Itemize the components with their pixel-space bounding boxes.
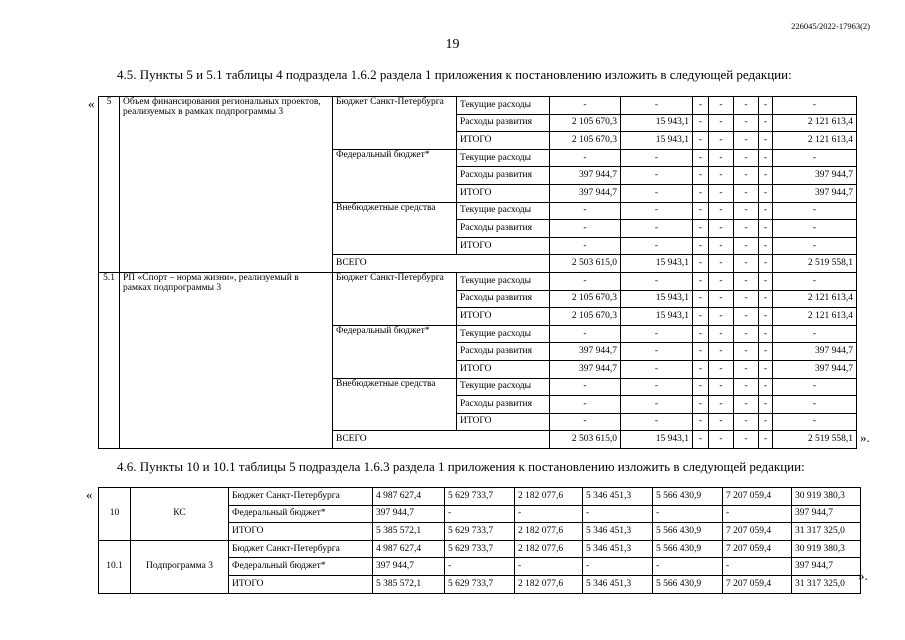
value-cell: - — [759, 184, 773, 202]
value-cell: 5 629 733,7 — [445, 575, 515, 593]
value-cell: - — [709, 308, 734, 326]
value-cell: 2 105 670,3 — [550, 308, 621, 326]
value-cell: - — [693, 290, 709, 308]
value-cell: - — [621, 413, 693, 431]
expense-type: Текущие расходы — [457, 149, 550, 167]
table-row — [99, 540, 861, 558]
value-cell: - — [759, 308, 773, 326]
value-cell: - — [621, 167, 693, 185]
value-cell: 5 385 572,1 — [373, 523, 445, 541]
value-cell: 2 105 670,3 — [550, 290, 621, 308]
value-cell: - — [621, 360, 693, 378]
value-cell: 2 182 077,6 — [515, 540, 583, 558]
value-cell: 30 919 380,3 — [792, 540, 861, 558]
quote-open-2: « — [86, 487, 93, 502]
value-cell: 5 346 451,3 — [583, 540, 653, 558]
value-cell: 397 944,7 — [773, 184, 857, 202]
value-cell: - — [709, 272, 734, 290]
value-cell: - — [621, 325, 693, 343]
value-cell: 2 182 077,6 — [515, 575, 583, 593]
value-cell: - — [773, 220, 857, 238]
value-cell: - — [445, 505, 515, 523]
value-cell: - — [734, 184, 759, 202]
quote-open: « — [88, 96, 95, 111]
value-cell: - — [653, 505, 723, 523]
value-cell: - — [759, 97, 773, 115]
value-cell: - — [709, 202, 734, 220]
value-cell: - — [621, 237, 693, 255]
value-cell: - — [621, 343, 693, 361]
value-cell: - — [773, 202, 857, 220]
funding-source: Бюджет Санкт-Петербурга — [333, 97, 457, 150]
value-cell: - — [759, 272, 773, 290]
value-cell: 5 346 451,3 — [583, 488, 653, 506]
value-cell: - — [723, 505, 792, 523]
value-cell: - — [693, 413, 709, 431]
value-cell: - — [773, 413, 857, 431]
item-number: 5 — [99, 97, 120, 273]
value-cell: - — [709, 360, 734, 378]
document-number: 226045/2022-17963(2) — [791, 21, 870, 31]
value-cell: - — [550, 220, 621, 238]
value-cell: - — [621, 149, 693, 167]
value-cell: - — [709, 325, 734, 343]
value-cell: - — [734, 325, 759, 343]
total-value: - — [734, 431, 759, 449]
value-cell: - — [693, 325, 709, 343]
total-value: - — [693, 255, 709, 273]
expense-type: ИТОГО — [457, 132, 550, 150]
total-value: 2 503 615,0 — [550, 255, 621, 273]
total-value: - — [709, 255, 734, 273]
value-cell: - — [693, 272, 709, 290]
funding-source: Федеральный бюджет* — [229, 558, 373, 576]
value-cell: 7 207 059,4 — [723, 488, 792, 506]
expense-type: Расходы развития — [457, 220, 550, 238]
value-cell: - — [734, 132, 759, 150]
value-cell: 5 629 733,7 — [445, 523, 515, 541]
expense-type: Текущие расходы — [457, 202, 550, 220]
value-cell: 397 944,7 — [773, 360, 857, 378]
value-cell: - — [734, 413, 759, 431]
value-cell: 2 182 077,6 — [515, 488, 583, 506]
table-row — [99, 488, 861, 506]
value-cell: - — [693, 396, 709, 414]
value-cell: - — [734, 202, 759, 220]
value-cell: - — [773, 272, 857, 290]
value-cell: - — [759, 290, 773, 308]
value-cell: - — [621, 396, 693, 414]
value-cell: 15 943,1 — [621, 114, 693, 132]
value-cell: 5 629 733,7 — [445, 540, 515, 558]
value-cell: 397 944,7 — [773, 343, 857, 361]
expense-type: ИТОГО — [457, 184, 550, 202]
value-cell: - — [550, 97, 621, 115]
value-cell: 2 105 670,3 — [550, 132, 621, 150]
value-cell: - — [773, 149, 857, 167]
page-number: 19 — [445, 37, 460, 52]
funding-source: Федеральный бюджет* — [333, 325, 457, 378]
value-cell: 2 121 613,4 — [773, 290, 857, 308]
value-cell: - — [734, 114, 759, 132]
value-cell: - — [693, 343, 709, 361]
value-cell: 397 944,7 — [550, 360, 621, 378]
expense-type: Расходы развития — [457, 290, 550, 308]
total-value: - — [759, 431, 773, 449]
value-cell: - — [709, 343, 734, 361]
item-name: РП «Спорт – норма жизни», реализуемый в рамках подпрограммы 3 — [120, 272, 333, 448]
value-cell: - — [709, 97, 734, 115]
value-cell: - — [759, 149, 773, 167]
value-cell: - — [709, 184, 734, 202]
value-cell: - — [709, 290, 734, 308]
value-cell: 397 944,7 — [550, 343, 621, 361]
value-cell: - — [734, 97, 759, 115]
value-cell: - — [515, 558, 583, 576]
value-cell: 5 566 430,9 — [653, 488, 723, 506]
value-cell: 397 944,7 — [373, 505, 445, 523]
value-cell: - — [734, 220, 759, 238]
value-cell: 31 317 325,0 — [792, 575, 861, 593]
value-cell: 2 182 077,6 — [515, 523, 583, 541]
funding-source: Федеральный бюджет* — [229, 505, 373, 523]
value-cell: 397 944,7 — [773, 167, 857, 185]
expense-type: ИТОГО — [457, 237, 550, 255]
value-cell: - — [723, 558, 792, 576]
expense-type: Текущие расходы — [457, 378, 550, 396]
value-cell: - — [759, 220, 773, 238]
value-cell: - — [621, 184, 693, 202]
value-cell: 15 943,1 — [621, 308, 693, 326]
value-cell: - — [734, 378, 759, 396]
value-cell: - — [734, 360, 759, 378]
value-cell: - — [759, 413, 773, 431]
total-value: 2 503 615,0 — [550, 431, 621, 449]
item-number: 10.1 — [99, 540, 131, 593]
value-cell: 30 919 380,3 — [792, 488, 861, 506]
value-cell: 2 105 670,3 — [550, 114, 621, 132]
value-cell: - — [693, 114, 709, 132]
value-cell: - — [709, 378, 734, 396]
value-cell: 397 944,7 — [792, 558, 861, 576]
funding-source: Бюджет Санкт-Петербурга — [229, 540, 373, 558]
value-cell: - — [734, 167, 759, 185]
value-cell: 5 385 572,1 — [373, 575, 445, 593]
value-cell: - — [693, 132, 709, 150]
expense-type: Расходы развития — [457, 396, 550, 414]
funding-source: Внебюджетные средства — [333, 202, 457, 255]
value-cell: 5 566 430,9 — [653, 540, 723, 558]
expense-type: ИТОГО — [457, 308, 550, 326]
expense-type: Текущие расходы — [457, 325, 550, 343]
value-cell: - — [759, 237, 773, 255]
value-cell: - — [759, 167, 773, 185]
funding-source: Бюджет Санкт-Петербурга — [229, 488, 373, 506]
total-label: ВСЕГО — [333, 431, 550, 449]
value-cell: - — [709, 220, 734, 238]
funding-source: Бюджет Санкт-Петербурга — [333, 272, 457, 325]
value-cell: - — [709, 237, 734, 255]
table-row — [99, 272, 857, 290]
value-cell: 2 121 613,4 — [773, 114, 857, 132]
value-cell: - — [550, 325, 621, 343]
value-cell: - — [734, 290, 759, 308]
value-cell: 397 944,7 — [550, 167, 621, 185]
value-cell: - — [709, 149, 734, 167]
value-cell: - — [515, 505, 583, 523]
value-cell: 4 987 627,4 — [373, 488, 445, 506]
value-cell: 2 121 613,4 — [773, 132, 857, 150]
value-cell: - — [621, 97, 693, 115]
item-name: Подпрограмма 3 — [131, 540, 229, 593]
value-cell: 15 943,1 — [621, 290, 693, 308]
financing-table-4 — [98, 96, 857, 449]
value-cell: - — [693, 237, 709, 255]
value-cell: 31 317 325,0 — [792, 523, 861, 541]
value-cell: - — [550, 378, 621, 396]
value-cell: - — [550, 202, 621, 220]
value-cell: - — [759, 114, 773, 132]
value-cell: - — [709, 396, 734, 414]
value-cell: - — [693, 167, 709, 185]
value-cell: - — [709, 167, 734, 185]
expense-type: Текущие расходы — [457, 97, 550, 115]
total-value: 15 943,1 — [621, 255, 693, 273]
value-cell: 5 566 430,9 — [653, 523, 723, 541]
value-cell: - — [773, 396, 857, 414]
value-cell: - — [773, 325, 857, 343]
value-cell: 5 566 430,9 — [653, 575, 723, 593]
value-cell: - — [734, 272, 759, 290]
value-cell: - — [445, 558, 515, 576]
value-cell: - — [773, 97, 857, 115]
value-cell: - — [693, 378, 709, 396]
value-cell: - — [550, 272, 621, 290]
funding-source: ИТОГО — [229, 523, 373, 541]
value-cell: - — [734, 149, 759, 167]
expense-type: Текущие расходы — [457, 272, 550, 290]
item-name: Объем финансирования региональных проектов, реализуемых в рамках подпрограммы 3 — [120, 97, 333, 273]
expense-type: Расходы развития — [457, 343, 550, 361]
total-value: - — [734, 255, 759, 273]
value-cell: - — [734, 308, 759, 326]
value-cell: 5 629 733,7 — [445, 488, 515, 506]
value-cell: 397 944,7 — [792, 505, 861, 523]
expense-type: Расходы развития — [457, 167, 550, 185]
quote-close-2: ». — [858, 568, 868, 583]
expense-type: ИТОГО — [457, 360, 550, 378]
funding-source: Федеральный бюджет* — [333, 149, 457, 202]
value-cell: 397 944,7 — [550, 184, 621, 202]
value-cell: - — [621, 272, 693, 290]
value-cell: - — [759, 396, 773, 414]
value-cell: - — [693, 360, 709, 378]
value-cell: - — [773, 378, 857, 396]
value-cell: - — [621, 378, 693, 396]
total-value: - — [759, 255, 773, 273]
financing-table-5 — [98, 487, 861, 594]
value-cell: - — [759, 202, 773, 220]
value-cell: - — [621, 220, 693, 238]
value-cell: - — [583, 505, 653, 523]
value-cell: 5 346 451,3 — [583, 523, 653, 541]
value-cell: 7 207 059,4 — [723, 575, 792, 593]
value-cell: - — [759, 378, 773, 396]
value-cell: - — [550, 413, 621, 431]
funding-source: Внебюджетные средства — [333, 378, 457, 431]
value-cell: - — [693, 97, 709, 115]
expense-type: ИТОГО — [457, 413, 550, 431]
value-cell: - — [550, 149, 621, 167]
table-row — [99, 97, 857, 115]
value-cell: - — [693, 184, 709, 202]
value-cell: - — [734, 343, 759, 361]
value-cell: 2 121 613,4 — [773, 308, 857, 326]
total-value: 15 943,1 — [621, 431, 693, 449]
value-cell: - — [759, 360, 773, 378]
total-value: 2 519 558,1 — [773, 431, 857, 449]
expense-type: Расходы развития — [457, 114, 550, 132]
value-cell: - — [759, 325, 773, 343]
section-heading-4-5: 4.5. Пункты 5 и 5.1 таблицы 4 подраздела 1.6.2 раздела 1 приложения к постановлению изложить в следующей редакции: — [117, 67, 792, 82]
total-value: - — [709, 431, 734, 449]
item-number: 10 — [99, 488, 131, 541]
value-cell: 397 944,7 — [373, 558, 445, 576]
total-label: ВСЕГО — [333, 255, 550, 273]
value-cell: - — [653, 558, 723, 576]
value-cell: - — [734, 237, 759, 255]
value-cell: 7 207 059,4 — [723, 523, 792, 541]
value-cell: - — [550, 237, 621, 255]
value-cell: 4 987 627,4 — [373, 540, 445, 558]
value-cell: - — [759, 132, 773, 150]
funding-source: ИТОГО — [229, 575, 373, 593]
total-value: 2 519 558,1 — [773, 255, 857, 273]
value-cell: - — [693, 220, 709, 238]
value-cell: 5 346 451,3 — [583, 575, 653, 593]
value-cell: - — [693, 149, 709, 167]
value-cell: - — [693, 308, 709, 326]
value-cell: - — [550, 396, 621, 414]
value-cell: - — [583, 558, 653, 576]
section-heading-4-6: 4.6. Пункты 10 и 10.1 таблицы 5 подраздела 1.6.3 раздела 1 приложения к постановлению изложить в следующей редакции: — [117, 459, 805, 474]
value-cell: - — [734, 396, 759, 414]
value-cell: 15 943,1 — [621, 132, 693, 150]
value-cell: - — [773, 237, 857, 255]
item-name: КС — [131, 488, 229, 541]
value-cell: - — [621, 202, 693, 220]
item-number: 5.1 — [99, 272, 120, 448]
value-cell: 7 207 059,4 — [723, 540, 792, 558]
value-cell: - — [709, 413, 734, 431]
total-value: - — [693, 431, 709, 449]
value-cell: - — [709, 132, 734, 150]
quote-close: ». — [860, 430, 870, 445]
value-cell: - — [693, 202, 709, 220]
value-cell: - — [759, 343, 773, 361]
value-cell: - — [709, 114, 734, 132]
